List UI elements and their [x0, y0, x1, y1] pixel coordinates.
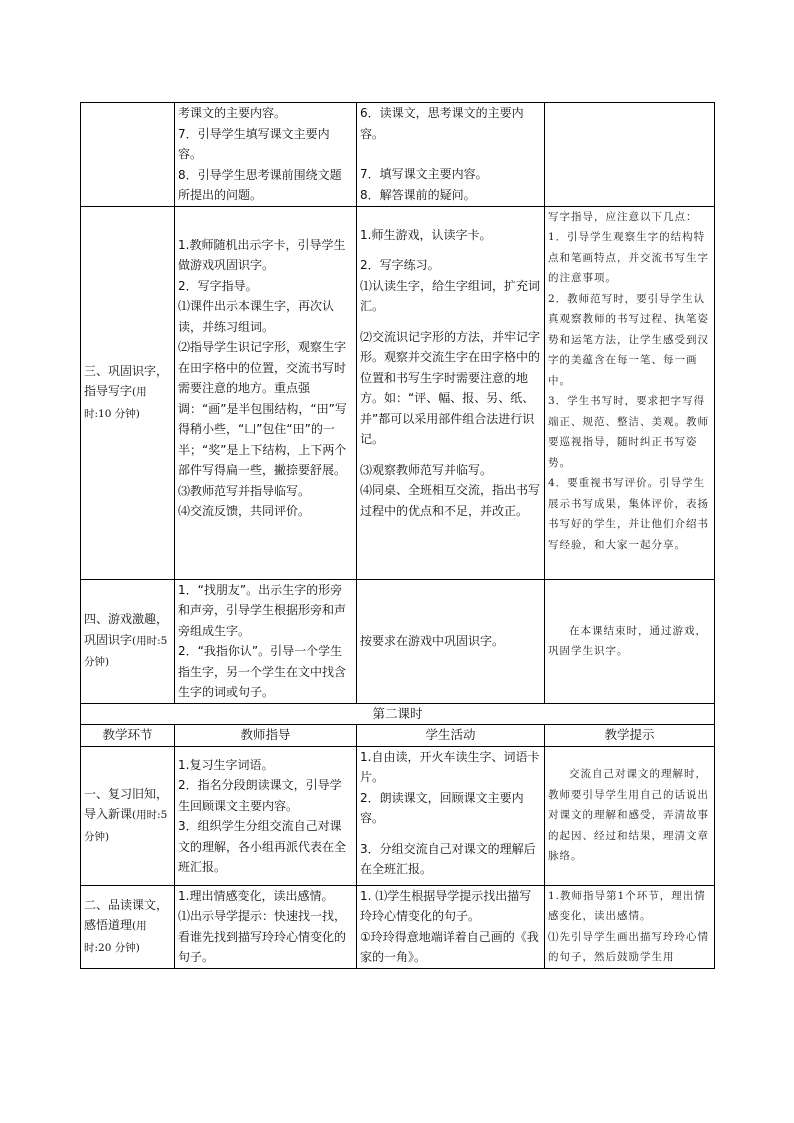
list-item: 1．引导学生观察生字的结构特点和笔画特点，并交流书写生字的注意事项。	[548, 231, 709, 284]
list-item: 2．朗读课文，回顾课文主要内容。	[360, 790, 524, 825]
list-item: 2．教师范写时，要引导学生认真观察教师的书写过程、执笔姿势和运笔方法，让学生感受到汉字的美蕴含在每一笔、每一画中。	[548, 292, 709, 387]
stage-title: 一、复习旧知，导入新课	[84, 786, 169, 822]
stage-title: 三、巩固识字，指导写字	[84, 363, 169, 399]
list-item: ⑶教师范写并指导临写。	[178, 483, 311, 498]
column-header: 教学提示	[545, 725, 715, 747]
student-activity-cell	[357, 103, 545, 207]
student-activity-cell	[357, 206, 545, 579]
list-item: ⑴出示导学提示：快速找一找，看谁先找到描写玲玲心情变化的句子。	[178, 909, 347, 964]
student-activity-cell	[357, 579, 545, 703]
stage-title: 二、品读课文，感悟道理	[84, 897, 169, 933]
list-item: 2．指名分段朗读课文，引导学生回顾课文主要内容。	[178, 778, 342, 813]
list-item: 8．引导学生思考课前围绕文题所提出的问题。	[178, 167, 342, 202]
list-item: 写字指导，应注意以下几点：	[548, 210, 698, 223]
teaching-tips-cell	[545, 885, 715, 968]
list-item: 2．写字指导。	[178, 278, 258, 293]
list-item: 按要求在游戏中巩固识字。	[360, 633, 505, 648]
list-item: 4．要重视书写评价。引导学生展示书写成果，集体评价，表扬书写好的学生，并让他们介绍书写经验，和大家一起分享。	[548, 477, 709, 551]
teacher-guidance-cell	[175, 746, 357, 885]
stage-title: 四、游戏激趣，巩固识字	[84, 612, 169, 647]
list-item: ①玲玲得意地端详着自己画的《我家的一角》。	[360, 929, 539, 964]
duration-label: (用时:5 分钟)	[84, 809, 168, 843]
teaching-tips-cell	[545, 103, 715, 207]
list-item: 1.师生游戏，认读字卡。	[360, 227, 492, 242]
section-title: 第二课时	[81, 703, 715, 725]
list-item: 1.复习生字词语。	[178, 757, 274, 772]
table-header-row	[81, 725, 715, 747]
list-item: 7．引导学生填写课文主要内容。	[178, 126, 330, 161]
stage-cell	[81, 103, 175, 207]
duration-label: (用时:10 分钟)	[84, 386, 147, 420]
duration-label: (用时:5 分钟)	[84, 634, 168, 669]
duration-label: (用时:20 分钟)	[84, 920, 147, 954]
list-item: 1．“找朋友”。出示生字的形旁和声旁，引导学生根据形旁和声旁组成生字。	[178, 582, 347, 638]
list-item: 1.理出情感变化，读出感情。	[178, 888, 334, 903]
list-item: 1. ⑴学生根据导学提示找出描写玲玲心情变化的句子。	[360, 888, 532, 923]
list-item: ⑴认读生字，给生字组词，扩充词汇。	[360, 278, 541, 313]
teaching-tips-cell	[545, 746, 715, 885]
list-item: ⑴课件出示本课生字，再次认读，并练习组词。	[178, 299, 335, 334]
list-item: 交流自己对课文的理解时，教师要引导学生用自己的话说出对课文的理解和感受，弄清故事的起因、经过和结果，理清文章脉络。	[548, 768, 709, 863]
stage-cell	[81, 206, 175, 579]
column-header: 教学环节	[81, 725, 175, 747]
teacher-guidance-cell	[175, 206, 357, 579]
list-item: ⑶观察教师范写并临写。	[360, 462, 493, 477]
list-item: 3．学生书写时，要求把字写得端正、规范、整洁、美观。教师要巡视指导，随时纠正书写姿势。	[548, 395, 709, 469]
list-item: ⑵交流识记字形的方法，并牢记字形。观察并交流生字在田字格中的位置和书写生字时需要注意的地方。如：“评、幅、报、另、纸、并”都可以采用部件组合法进行识记。	[360, 329, 541, 446]
teaching-tips-cell	[545, 579, 715, 703]
table-row	[81, 885, 715, 968]
stage-cell	[81, 746, 175, 885]
list-item: 2．写字练习。	[360, 258, 440, 272]
teacher-guidance-cell	[175, 103, 357, 207]
list-item: 3．分组交流自己对课文的理解后在全班汇报。	[360, 841, 536, 876]
list-item: ⑷同桌、全班相互交流，指出书写过程中的优点和不足，并改正。	[360, 483, 541, 518]
student-activity-cell	[357, 885, 545, 968]
list-item: 2．“我指你认”。引导一个学生指生字，另一个学生在文中找含生字的词或句子。	[178, 644, 347, 699]
list-item: 8．解答课前的疑问。	[360, 187, 476, 202]
student-activity-cell	[357, 746, 545, 885]
table-row	[81, 206, 715, 579]
teacher-guidance-cell	[175, 579, 357, 703]
list-item: 3．组织学生分组交流自己对课文的理解，各小组再派代表在全班汇报。	[178, 819, 347, 874]
list-item: 1.自由读，开火车读生字、词语卡片。	[360, 749, 540, 784]
table-row	[81, 579, 715, 703]
column-header: 教师指导	[175, 725, 357, 747]
table-row	[81, 103, 715, 207]
stage-cell	[81, 579, 175, 703]
list-item: 1.教师随机出示字卡，引导学生做游戏巩固识字。	[178, 237, 346, 272]
list-item: 考课文的主要内容。	[178, 106, 287, 120]
list-item: ⑷交流反馈，共同评价。	[178, 504, 311, 518]
list-item: 在本课结束时，通过游戏，巩固学生识字。	[548, 624, 707, 657]
column-header: 学生活动	[357, 725, 545, 747]
table-row	[81, 703, 715, 725]
list-item: 6．读课文，思考课文的主要内容。	[360, 106, 524, 141]
stage-cell	[81, 885, 175, 968]
table-row	[81, 746, 715, 885]
list-item: ⑵指导学生识记字形，观察生字在田字格中的位置，交流书写时需要注意的地方。重点强调：“画”是半包围结构，“田”写得稍小些，“凵”包住“田”的一半；“奖”是上下结构，上下两个部件写得扁一些，撇捺要舒展。	[178, 340, 347, 477]
list-item: 7．填写课文主要内容。	[360, 167, 488, 181]
list-item: 1.教师指导第1个环节，理出情感变化，读出感情。	[548, 889, 706, 922]
teacher-guidance-cell	[175, 885, 357, 968]
lesson-plan-table	[80, 102, 715, 969]
list-item: ⑴先引导学生画出描写玲玲心情的句子，然后鼓励学生用	[548, 930, 709, 963]
teaching-tips-cell	[545, 206, 715, 579]
